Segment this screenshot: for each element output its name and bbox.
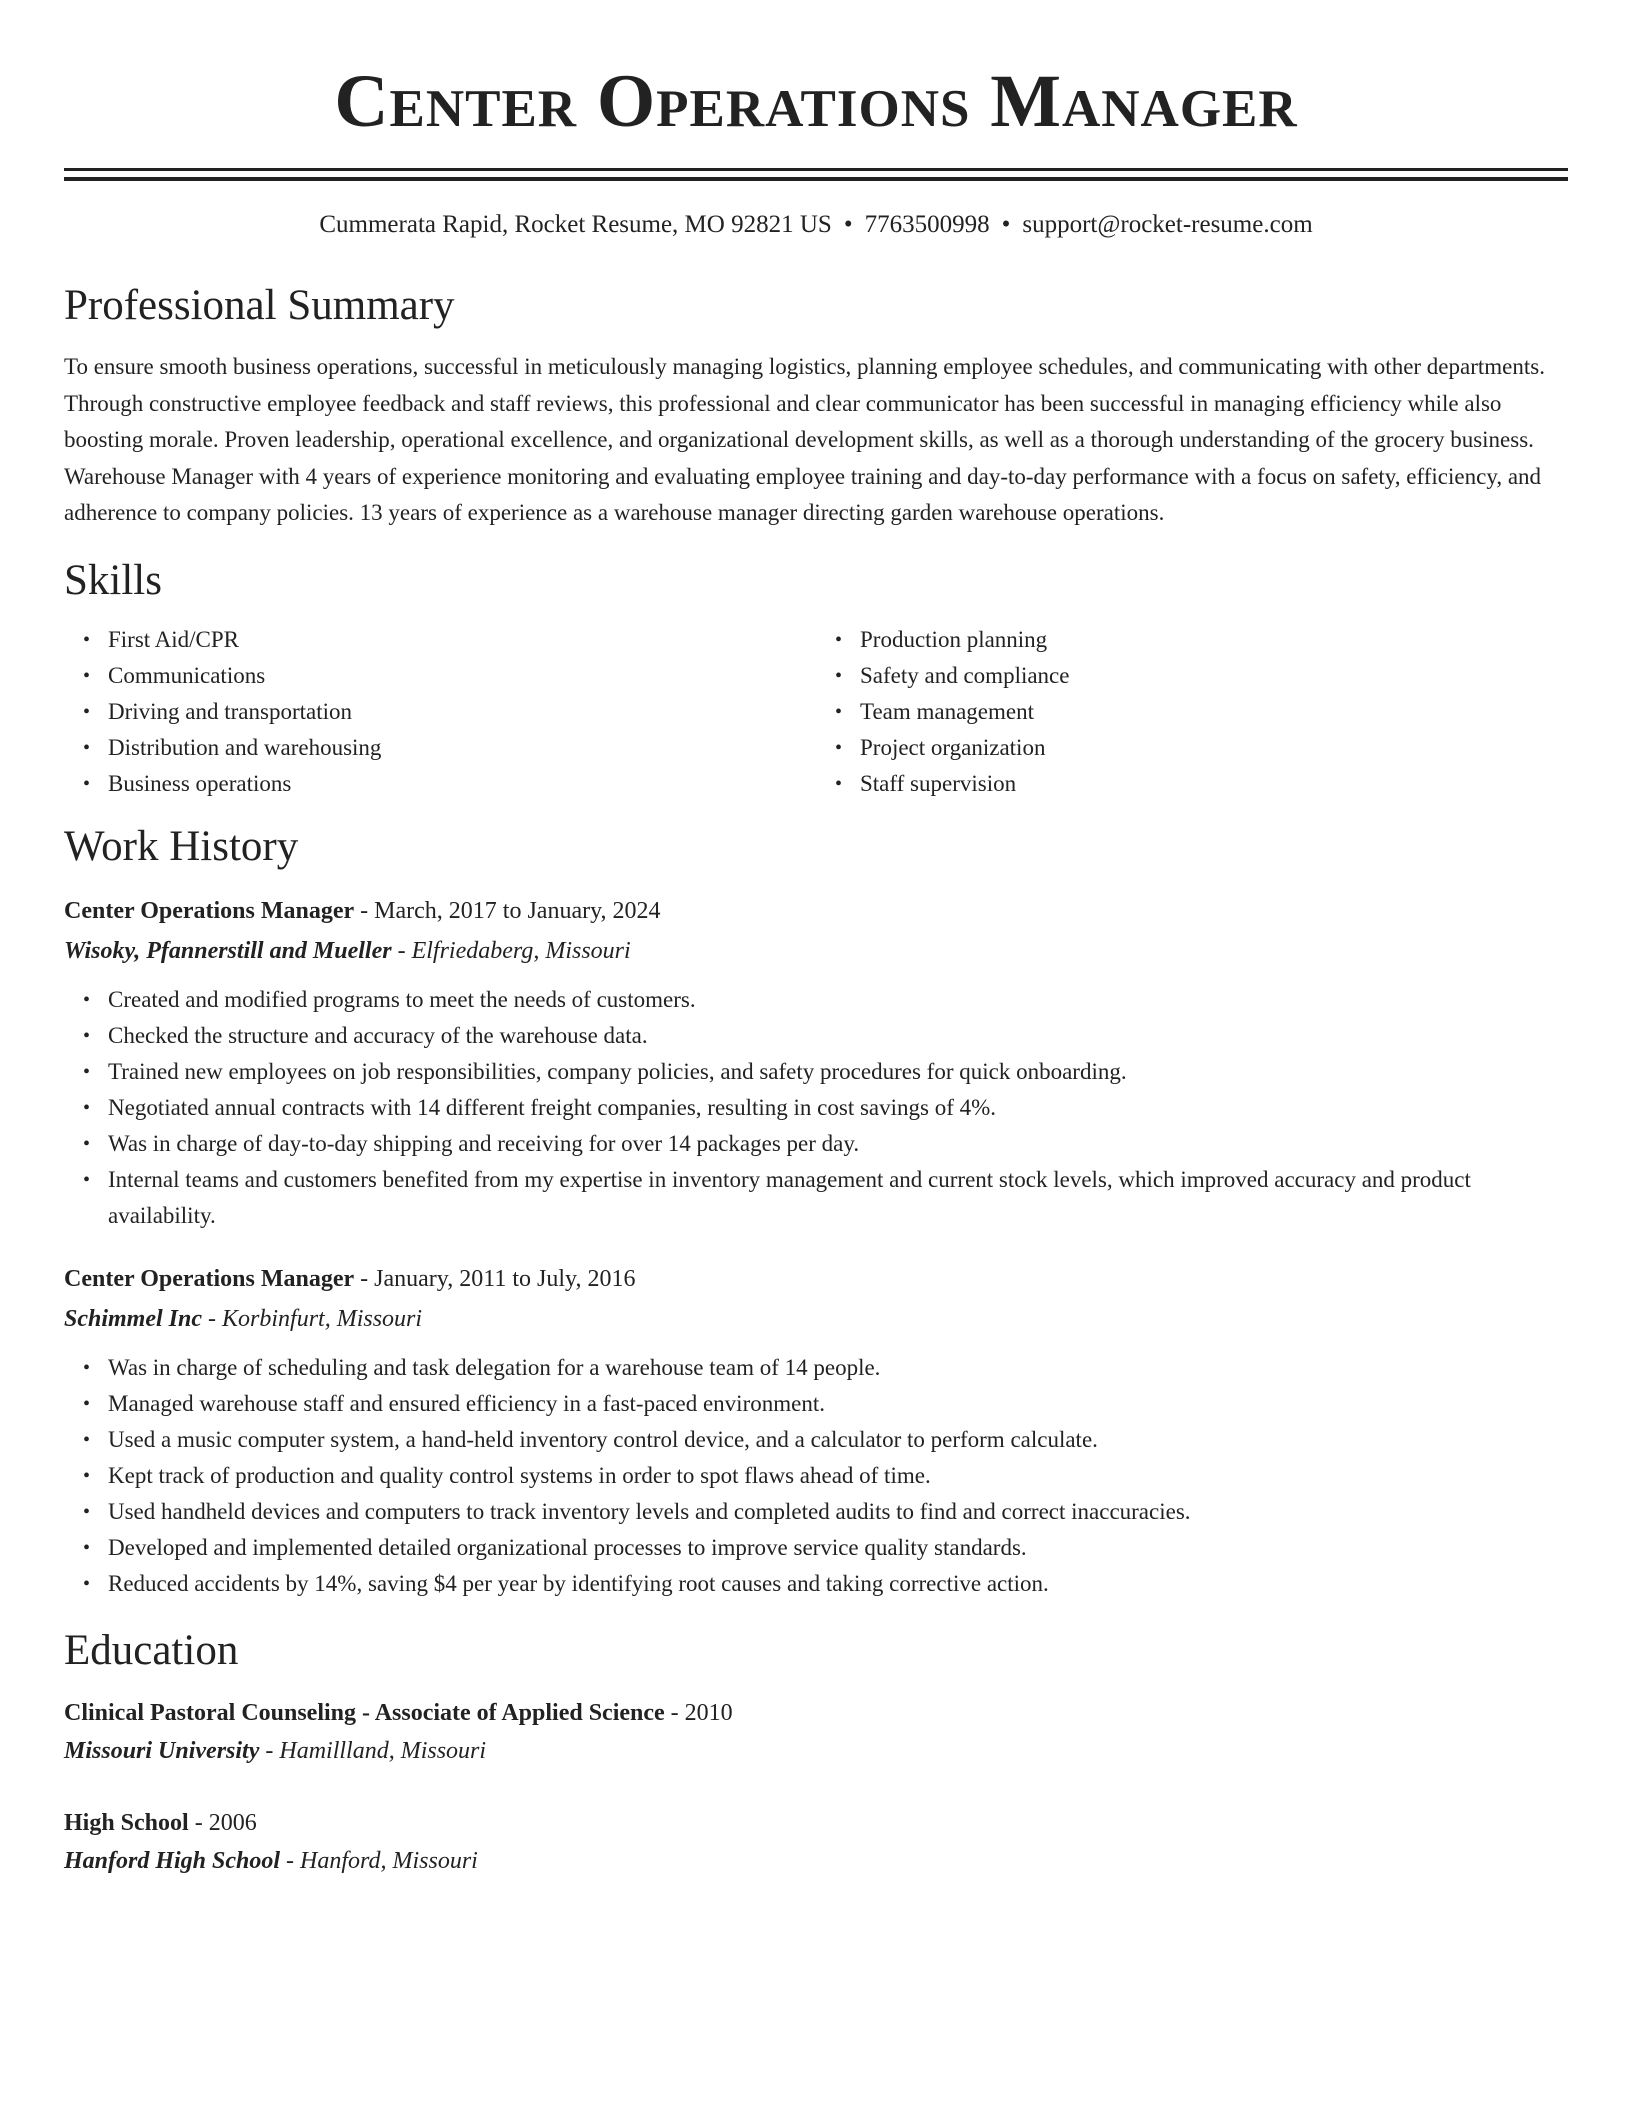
- skill-item: • First Aid/CPR: [108, 622, 816, 658]
- duty-item: • Kept track of production and quality control systems in order to spot flaws ahead of time.: [108, 1458, 1568, 1494]
- work-history-heading: Work History: [64, 822, 299, 870]
- duty-item: • Negotiated annual contracts with 14 different freight companies, resulting in cost savings of 4%.: [108, 1090, 1568, 1126]
- skill-item: • Production planning: [860, 622, 1568, 658]
- skills-column-right: [816, 622, 1568, 802]
- contact-separator: •: [1001, 211, 1011, 238]
- school-line: [64, 1734, 1568, 1768]
- degree-year: - 2006: [188, 1809, 257, 1836]
- degree-line: [64, 1696, 1568, 1730]
- school-name: Hanford High School: [64, 1847, 281, 1874]
- contact-separator: •: [843, 211, 853, 238]
- company-location: - Korbinfurt, Missouri: [202, 1305, 423, 1332]
- title-divider-bottom: [64, 177, 1568, 181]
- duty-item: • Trained new employees on job responsibilities, company policies, and safety procedures for quick onboarding.: [108, 1054, 1568, 1090]
- duty-item: • Internal teams and customers benefited from my expertise in inventory management and current stock levels, which improved accuracy and product availability.: [108, 1162, 1568, 1234]
- contact-email: support@rocket-resume.com: [1022, 211, 1313, 238]
- summary-text: To ensure smooth business operations, successful in meticulously managing logistics, planning employee schedules, and communicating with other departments. Through constructive employee feedback and staff reviews, this professional and clear communicator has been successful in managing efficiency while also boosting morale. Proven leadership, operational excellence, and organizational development skills, as well as a thorough understanding of the grocery business. Warehouse Manager with 4 years of experience monitoring and evaluating employee training and day-to-day performance with a focus on safety, efficiency, and adherence to company policies. 13 years of experience as a warehouse manager directing garden warehouse operations.: [64, 354, 1545, 525]
- skill-item: • Staff supervision: [860, 766, 1568, 802]
- job-title-line: [64, 1262, 1568, 1296]
- job-dates: - January, 2011 to July, 2016: [354, 1265, 636, 1292]
- duty-item: • Was in charge of day-to-day shipping and receiving for over 14 packages per day.: [108, 1126, 1568, 1162]
- skill-item: • Safety and compliance: [860, 658, 1568, 694]
- contact-phone: 7763500998: [864, 211, 990, 238]
- skill-item: • Driving and transportation: [108, 694, 816, 730]
- summary-heading: Professional Summary: [64, 282, 455, 329]
- school-location: - Hamillland, Missouri: [259, 1737, 487, 1764]
- skills-list: [64, 622, 1568, 802]
- duty-item: • Managed warehouse staff and ensured efficiency in a fast-paced environment.: [108, 1386, 1568, 1422]
- duty-item: • Created and modified programs to meet the needs of customers.: [108, 982, 1568, 1018]
- company-name: Schimmel Inc: [64, 1305, 203, 1332]
- duty-item: • Was in charge of scheduling and task delegation for a warehouse team of 14 people.: [108, 1350, 1568, 1386]
- title-divider-top: [64, 168, 1568, 171]
- school-location: - Hanford, Missouri: [280, 1847, 478, 1874]
- duty-item: • Used a music computer system, a hand-held inventory control device, and a calculator to perform calculate.: [108, 1422, 1568, 1458]
- skill-item: • Business operations: [108, 766, 816, 802]
- education-entry: [64, 1696, 1568, 1768]
- school-line: [64, 1844, 1568, 1878]
- skill-item: • Communications: [108, 658, 816, 694]
- company-line: [64, 1302, 1568, 1336]
- duty-item: • Developed and implemented detailed organizational processes to improve service quality standards.: [108, 1530, 1568, 1566]
- job-duties: [64, 982, 1568, 1234]
- contact-address: Cummerata Rapid, Rocket Resume, MO 92821 US: [319, 211, 832, 238]
- contact-line: [64, 209, 1568, 241]
- degree-line: [64, 1806, 1568, 1840]
- degree-year: - 2010: [664, 1699, 733, 1726]
- skill-item: • Team management: [860, 694, 1568, 730]
- resume-title: Center Operations Manager: [334, 60, 1298, 143]
- skills-heading: Skills: [64, 556, 162, 604]
- job-entry: [64, 1262, 1568, 1602]
- skill-item: • Project organization: [860, 730, 1568, 766]
- school-name: Missouri University: [64, 1737, 260, 1764]
- job-entry: [64, 894, 1568, 1234]
- company-line: [64, 934, 1568, 968]
- job-dates: - March, 2017 to January, 2024: [354, 897, 661, 924]
- skill-item: • Distribution and warehousing: [108, 730, 816, 766]
- education-entry: [64, 1806, 1568, 1878]
- duty-item: • Used handheld devices and computers to track inventory levels and completed audits to find and correct inaccuracies.: [108, 1494, 1568, 1530]
- degree-name: High School: [64, 1809, 189, 1836]
- job-title-line: [64, 894, 1568, 928]
- education-heading: Education: [64, 1626, 239, 1674]
- duty-item: • Checked the structure and accuracy of the warehouse data.: [108, 1018, 1568, 1054]
- duty-item: • Reduced accidents by 14%, saving $4 per year by identifying root causes and taking corrective action.: [108, 1566, 1568, 1602]
- skills-column-left: [64, 622, 816, 802]
- company-location: - Elfriedaberg, Missouri: [391, 937, 631, 964]
- job-duties: [64, 1350, 1568, 1602]
- job-title: Center Operations Manager: [64, 1265, 355, 1292]
- company-name: Wisoky, Pfannerstill and Mueller: [64, 937, 392, 964]
- job-title: Center Operations Manager: [64, 897, 355, 924]
- degree-name: Clinical Pastoral Counseling - Associate of Applied Science: [64, 1699, 665, 1726]
